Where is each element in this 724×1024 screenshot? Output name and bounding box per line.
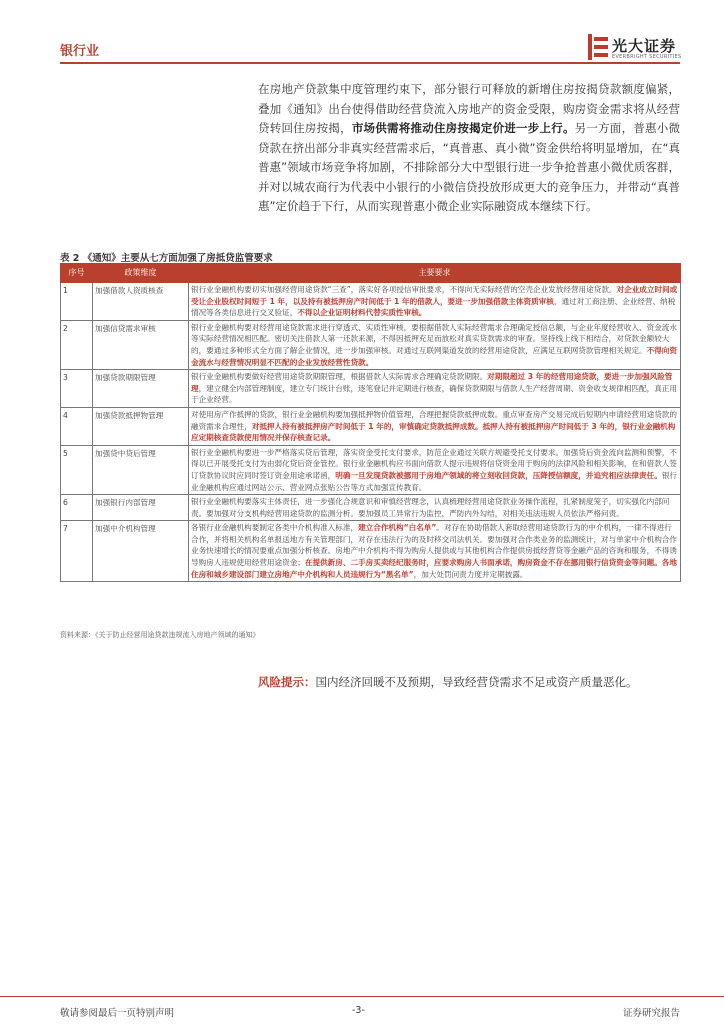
page-number: -3- <box>352 1005 365 1016</box>
req-highlight: 不得向资金流水与经营情况明显不匹配的企业发放经营性贷款。 <box>191 345 677 367</box>
row-requirement <box>189 407 681 445</box>
risk-note <box>258 674 638 690</box>
body-paragraph <box>258 80 680 217</box>
row-requirement <box>189 521 681 582</box>
row-num: 3 <box>61 370 93 408</box>
row-num: 4 <box>61 407 93 445</box>
req-text: 。对存在协助借款人套取经营用途贷款行为的中介机构，一律不得进行合作，并将相关机构名单报送地方有关管理部门，对存在违法行为的及时移交司法机关。要加强对合作类业务的监测统计，对与单家中介机构合作业务快速增长的情况要重点加强分析核查。房地产中介机构不得为购房人提供或与其他机构合作提供房抵经营贷等金融产品的咨询和服务，不得诱导购房人违规使用经营用途资金； <box>191 523 677 568</box>
para-part2: 另一方面，普惠小微贷款在挤出部分非真实经营需求后，“真普惠、真小微”资金供给将明显增加，在“真普惠”领域市场竞争将加剧，不排除部分大中型银行进一步争抢普惠小微优质客群，并对以城农商行为代表中小银行的小微信贷投放形成更大的竞争压力，并带动“真普惠”定价趋于下行，从而实现普惠小微企业实际融资成本继续下行。 <box>258 121 680 213</box>
col-header-num: 序号 <box>61 264 93 283</box>
req-text: ，建立健全内部管理制度，建立专门统计台账，逐笔登记并定期进行核查，确保贷款期限与借款人生产经营周期、资金收支规律相匹配，真正用于企业经营。 <box>191 383 677 405</box>
req-highlight: 建立合作机构“白名单” <box>358 523 437 533</box>
row-num: 7 <box>61 521 93 582</box>
footer-divider <box>0 996 724 997</box>
req-text: ，通过对工商注册、企业经营、纳税情况等各类信息进行交叉验证， <box>191 296 676 318</box>
col-header-requirement: 主要要求 <box>189 264 681 283</box>
row-requirement <box>189 495 681 521</box>
req-text: 银行业金融机构要进一步严格落实贷后管理，落实资金受托支付要求，防范企业通过关联方规避受托支付要求。加强贷后资金流向监测和预警，不得以已开展受托支付为由弱化贷后资金管控。银行业金融机构应书面向借款人提示违规将信贷资金用于购房的法律风险和相关影响，在和借款人签订贷款协议时应同时签订资金用途承诺函， <box>191 447 677 480</box>
req-text: 银行业金融机构要对经营用途贷款需求进行穿透式、实质性审核，要根据借款人实际经营需求合理确定授信总额，与企业年度经营收入、资金流水等实际经营情况相匹配。密切关注借款人第一还款来源，不得因抵押充足而放松对真实贷款需求的审查。坚持线上线下相结合，对贷款金额较大的，要通过多种形式全方面了解企业情况，进一步加强审核。对通过互联网渠道发放的经营用途贷款，应满足互联网贷款管理相关规定。 <box>191 322 677 355</box>
logo-name: 光大证券 <box>612 37 677 55</box>
req-text: 银行业金融机构要落实主体责任，进一步强化合规意识和审慎经营理念，认真梳理经营用途贷款业务操作流程，扎紧制度笼子，切实强化内部问责。要加强对分支机构经营用途贷款的监测分析。要加强员工异常行为监控，严防内外勾结，对相关违法违规人员依法严格问责。 <box>191 497 670 518</box>
req-text: 银行业金融机构应通过网站公示、营业网点张贴公告等方式加强宣传教育。 <box>191 470 677 492</box>
header-divider <box>60 62 680 64</box>
req-highlight: 不得以企业证明材料代替实质性审核。 <box>297 308 427 318</box>
row-direction: 加强贷中贷后管理 <box>93 445 189 494</box>
req-text: 银行业金融机构要做好经营用途贷款期限管理，根据借款人实际需求合理确定贷款期限。 <box>191 372 488 382</box>
row-direction: 加强信贷需求审核 <box>93 320 189 369</box>
footer-disclaimer: 敬请参阅最后一页特别声明 <box>60 1008 175 1019</box>
sector-label: 银行业 <box>60 44 100 59</box>
req-highlight: 对期限超过 3 年的经营用途贷款，要进一步加强风险管理 <box>191 372 673 393</box>
table-source: 资料来源：《关于防止经营用途贷款违规流入房地产领域的通知》 <box>60 631 260 639</box>
company-logo <box>588 34 682 64</box>
para-part1: 在房地产贷款集中度管理约束下，部分银行可释放的新增住房按揭贷款额度偏紧，叠加《通知》出台使得借助经营贷流入房地产的资金受限，购房资金需求将从经营贷转回住房按揭， <box>258 82 680 135</box>
row-requirement <box>189 370 681 408</box>
table-row <box>61 320 681 369</box>
para-bold: 市场供需将推动住房按揭定价进一步上行。 <box>351 121 575 135</box>
risk-label: 风险提示： <box>258 675 316 689</box>
row-direction: 加强中介机构管理 <box>93 521 189 582</box>
table-title: 表 2 《通知》主要从七方面加强了房抵贷监管要求 <box>60 253 273 264</box>
table-header-row <box>61 264 681 283</box>
req-text: ，加大处罚问责力度并定期披露。 <box>413 569 528 579</box>
row-requirement <box>189 320 681 369</box>
row-num: 1 <box>61 283 93 321</box>
col-header-direction: 政策维度 <box>93 264 189 283</box>
table-row <box>61 407 681 445</box>
table-row <box>61 283 681 321</box>
policy-table <box>60 263 681 582</box>
req-text: 各银行业金融机构要制定各类中介机构准入标准， <box>191 523 359 533</box>
footer-doc-type: 证券研究报告 <box>622 1008 680 1019</box>
row-direction: 加强借款人资质核查 <box>93 283 189 321</box>
req-highlight: 对抵押人持有被抵押房产时间低于 1 年的，审慎确定贷款抵押成数。抵押人持有被抵押房产时间低于 3 年的，银行业金融机构应定期核查贷款使用情况并保存核查记录。 <box>191 421 676 443</box>
row-direction: 加强贷款期限管理 <box>93 370 189 408</box>
table-row <box>61 370 681 408</box>
row-requirement <box>189 445 681 494</box>
row-num: 5 <box>61 445 93 494</box>
req-text: 银行业金融机构要切实加强经营用途贷款“三查”，落实好各项授信审批要求，不得向无实际经营的空壳企业发放经营用途贷款。 <box>191 285 617 294</box>
req-highlight: 明确一旦发现贷款被挪用于房地产领域的将立刻收回贷款，压降授信额度，并追究相应法律责任。 <box>335 470 662 480</box>
row-direction: 加强银行内部管理 <box>93 495 189 521</box>
logo-mark-icon <box>588 34 608 60</box>
table-row <box>61 521 681 582</box>
req-highlight: 在提供新房、二手房买卖经纪服务时，应要求购房人书面承诺，购房资金不存在挪用银行信贷资金等问题。各地住房和城乡建设部门建立房地产中介机构和人员违规行为“黑名单” <box>191 558 677 579</box>
row-requirement <box>189 283 681 321</box>
row-num: 2 <box>61 320 93 369</box>
logo-english: EVERBRIGHT SECURITIES <box>612 54 682 60</box>
table-row <box>61 445 681 494</box>
req-text: 对使用房产作抵押的贷款，银行业金融机构要加强抵押物价值管理，合理把握贷款抵押成数。重点审查房产交易完成后短期内申请经营用途贷款的融资需求合理性， <box>191 409 677 431</box>
table-row <box>61 495 681 521</box>
row-direction: 加强贷款抵押物管理 <box>93 407 189 445</box>
risk-text: 国内经济回暖不及预期，导致经营贷需求不足或资产质量恶化。 <box>315 675 638 689</box>
row-num: 6 <box>61 495 93 521</box>
req-highlight: 对企业成立时间或受让企业股权时间短于 1 年，以及持有被抵押房产时间低于 1 年的借款人，要进一步加强借款主体资质审核 <box>191 285 678 306</box>
